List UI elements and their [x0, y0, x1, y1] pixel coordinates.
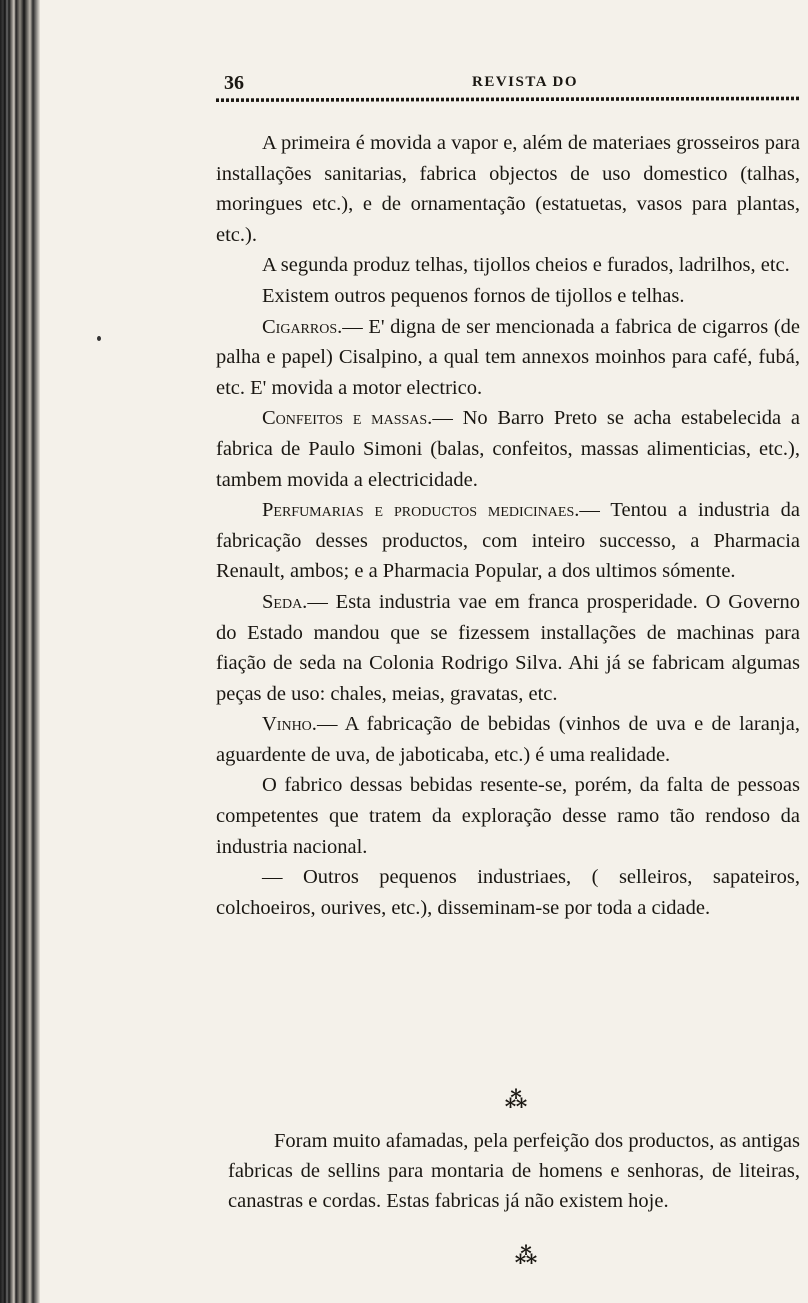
paragraph: Foram muito afamadas, pela perfeição dos productos, as antigas fabricas de sellins para montaria de homens e senhoras, de liteiras, canastras e cordas. Estas fabricas já não existem hoje.	[228, 1130, 800, 1212]
section-heading: Seda.	[262, 590, 308, 613]
page-number: 36	[224, 72, 244, 94]
asterism-separator: ⁂	[504, 1087, 528, 1113]
paragraph: Existem outros pequenos fornos de tijollos e telhas.	[262, 284, 685, 307]
ink-speck	[97, 336, 101, 341]
section-heading: Cigarros.	[262, 315, 343, 338]
running-head	[224, 72, 800, 98]
paragraph: Cigarros.— E' digna de ser mencionada a fabrica de cigarros (de palha e papel) Cisalpino, a qual tem annexos moinhos para café, fubá, etc. E' movida a motor electrico.	[216, 315, 800, 399]
book-page	[216, 0, 800, 1303]
paragraph: A segunda produz telhas, tijollos cheios e furados, ladrilhos, etc.	[262, 254, 790, 277]
paragraph: Perfumarias e productos medicinaes.— Tentou a industria da fabricação desses productos, com inteiro successo, a Pharmacia Renault, ambos; e a Pharmacia Popular, a dos ultimos sómente.	[216, 499, 801, 583]
paragraph: O fabrico dessas bebidas resente-se, porém, da falta de pessoas competentes que tratem da exploração desse ramo tão rendoso da industria nacional.	[216, 774, 800, 858]
book-binding-edge	[0, 0, 40, 1303]
section-heading: Vinho.	[262, 713, 317, 736]
paragraph: Vinho.— A fabricação de bebidas (vinhos de uva e de laranja, aguardente de uva, de jaboticaba, etc.) é uma realidade.	[216, 713, 800, 766]
closing-text	[228, 1126, 800, 1216]
paragraph: Confeitos e massas.— No Barro Preto se acha estabelecida a fabrica de Paulo Simoni (balas, confeitos, massas alimenticias, etc.), tambem movida a electricidade.	[216, 407, 800, 491]
section-heading: Confeitos e massas.	[262, 407, 433, 430]
asterism-separator: ⁂	[514, 1243, 538, 1269]
paragraph: A primeira é movida a vapor e, além de materiaes grosseiros para installações sanitarias, fabrica objectos de uso domestico (talhas, moringues etc.), e de ornamentação (estatuetas, vasos para plantas, etc.).	[216, 132, 800, 246]
paragraph: — Outros pequenos industriaes, ( selleiros, sapateiros, colchoeiros, ourives, etc.), disseminam-se por toda a cidade.	[216, 866, 800, 919]
section-heading: Perfumarias e productos medicinaes.	[262, 499, 580, 522]
running-title: REVISTA DO	[472, 74, 578, 90]
paragraph: Seda.— Esta industria vae em franca prosperidade. O Governo do Estado mandou que se fizessem installações de machinas para fiação de seda na Colonia Rodrigo Silva. Ahi já se fabricam algumas peças de uso: chales, meias, gravatas, etc.	[216, 590, 800, 705]
body-text	[216, 128, 800, 923]
